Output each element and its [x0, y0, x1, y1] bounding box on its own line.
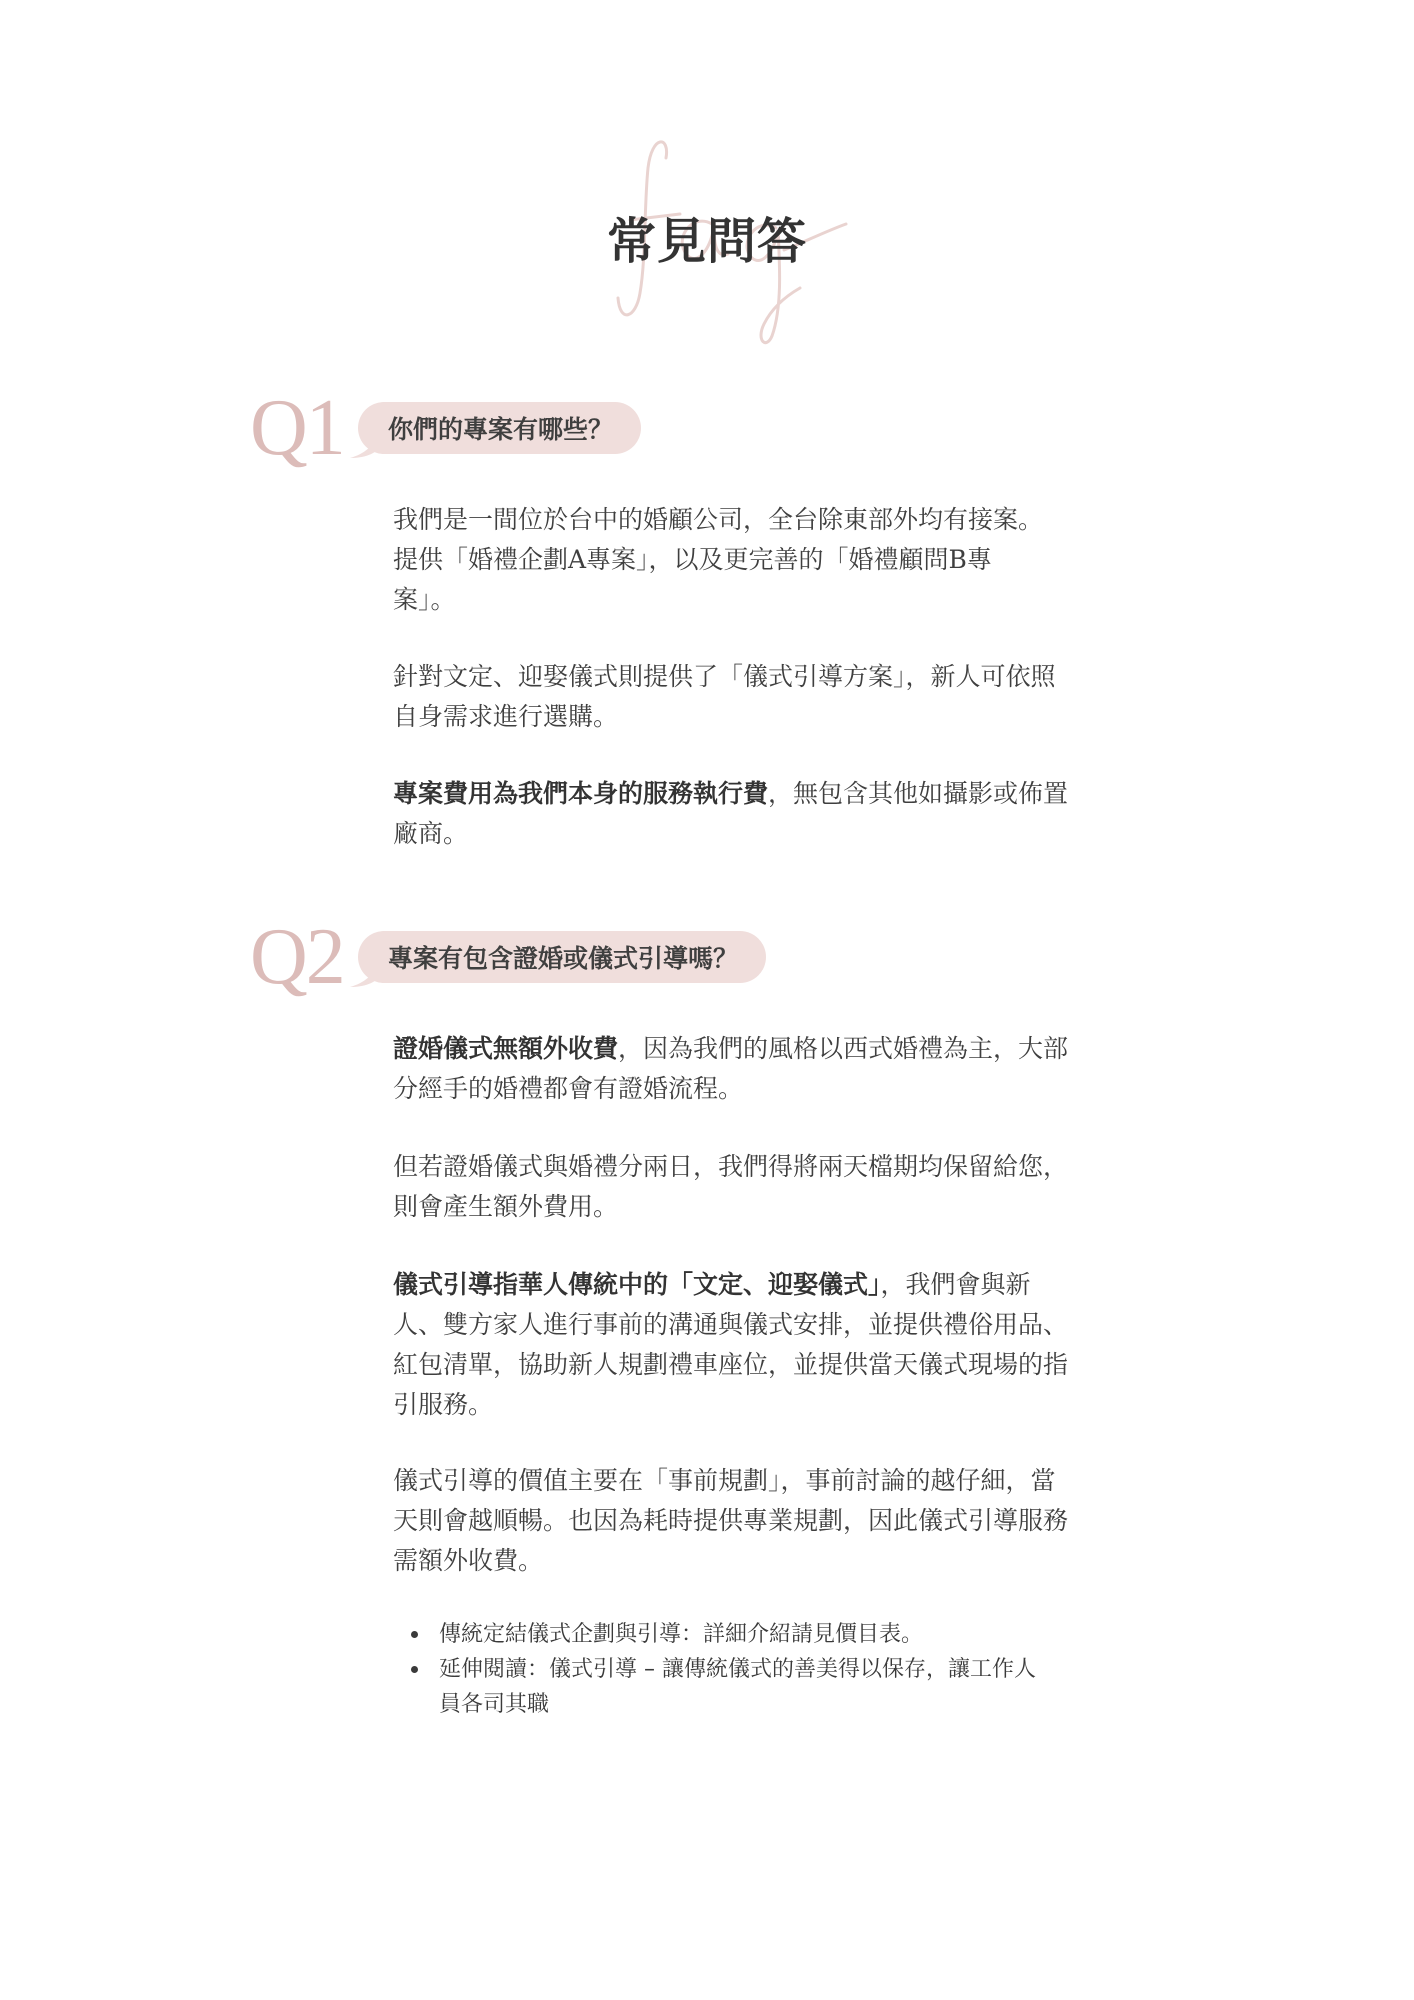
list-item[interactable]	[393, 1617, 1173, 1652]
answer-paragraph	[393, 500, 1173, 620]
bullet-dot-icon	[411, 1666, 418, 1673]
answer-bold-text: 儀式引導指華人傳統中的「文定、迎娶儀式」	[393, 1270, 881, 1299]
answer-paragraph	[393, 1265, 1173, 1425]
list-item-text: 傳統定結儀式企劃與引導：詳細介紹請見價目表。	[439, 1622, 924, 1647]
list-item[interactable]	[393, 1652, 1173, 1722]
answer-line: 提供「婚禮企劃A專案」，以及更完善的「婚禮顧問B專	[393, 545, 992, 574]
question-text: 你們的專案有哪些？	[388, 415, 614, 444]
answer-bold-text: 證婚儀式無額外收費	[393, 1034, 619, 1063]
answer-line: 針對文定、迎娶儀式則提供了「儀式引導方案」，新人可依照	[393, 662, 1056, 691]
answer-line: ，因為我們的風格以西式婚禮為主，大部	[618, 1034, 1069, 1063]
answer-line: 案」。	[393, 585, 456, 614]
question-header-q1	[250, 384, 1150, 472]
bullet-dot-icon	[411, 1631, 418, 1638]
question-text: 專案有包含證婚或儀式引導嗎？	[388, 944, 739, 973]
answer-line: 人、雙方家人進行事前的溝通與儀式安排，並提供禮俗用品、	[393, 1310, 1069, 1339]
answer-line: ，我們會與新	[880, 1270, 1031, 1299]
list-item-text: 員各司其職	[439, 1692, 550, 1717]
answer-line: 我們是一間位於台中的婚顧公司，全台除東部外均有接案。	[393, 505, 1044, 534]
answer-line: 天則會越順暢。也因為耗時提供專業規劃，因此儀式引導服務	[393, 1506, 1069, 1535]
answer-line: 儀式引導的價值主要在「事前規劃」，事前討論的越仔細，當	[393, 1466, 1056, 1495]
answer-line: ，無包含其他如攝影或佈置	[768, 779, 1069, 808]
question-bubble	[358, 931, 766, 983]
question-number: Q2	[250, 913, 344, 1001]
bullet-list	[393, 1617, 1173, 1722]
answer-line: 需額外收費。	[393, 1546, 544, 1575]
answer-line: 則會產生額外費用。	[393, 1192, 619, 1221]
question-number: Q1	[250, 384, 344, 472]
answer-paragraph	[393, 1461, 1173, 1581]
answer-paragraph	[393, 657, 1173, 737]
answer-bold-text: 專案費用為我們本身的服務執行費	[393, 779, 769, 808]
answer-line: 紅包清單，協助新人規劃禮車座位，並提供當天儀式現場的指	[393, 1350, 1069, 1379]
question-bubble	[358, 402, 641, 454]
list-item-text: 延伸閱讀：儀式引導 – 讓傳統儀式的善美得以保存，讓工作人	[439, 1657, 1036, 1682]
answer-line: 引服務。	[393, 1390, 494, 1419]
answer-line: 廠商。	[393, 819, 469, 848]
answer-line: 分經手的婚禮都會有證婚流程。	[393, 1074, 744, 1103]
question-header-q2	[250, 913, 1150, 1001]
answer-paragraph	[393, 1147, 1173, 1227]
answer-line: 但若證婚儀式與婚禮分兩日，我們得將兩天檔期均保留給您，	[393, 1152, 1069, 1181]
page-title: 常見問答	[606, 212, 807, 270]
answer-paragraph	[393, 1029, 1173, 1109]
answer-paragraph	[393, 774, 1173, 854]
answer-line: 自身需求進行選購。	[393, 702, 619, 731]
